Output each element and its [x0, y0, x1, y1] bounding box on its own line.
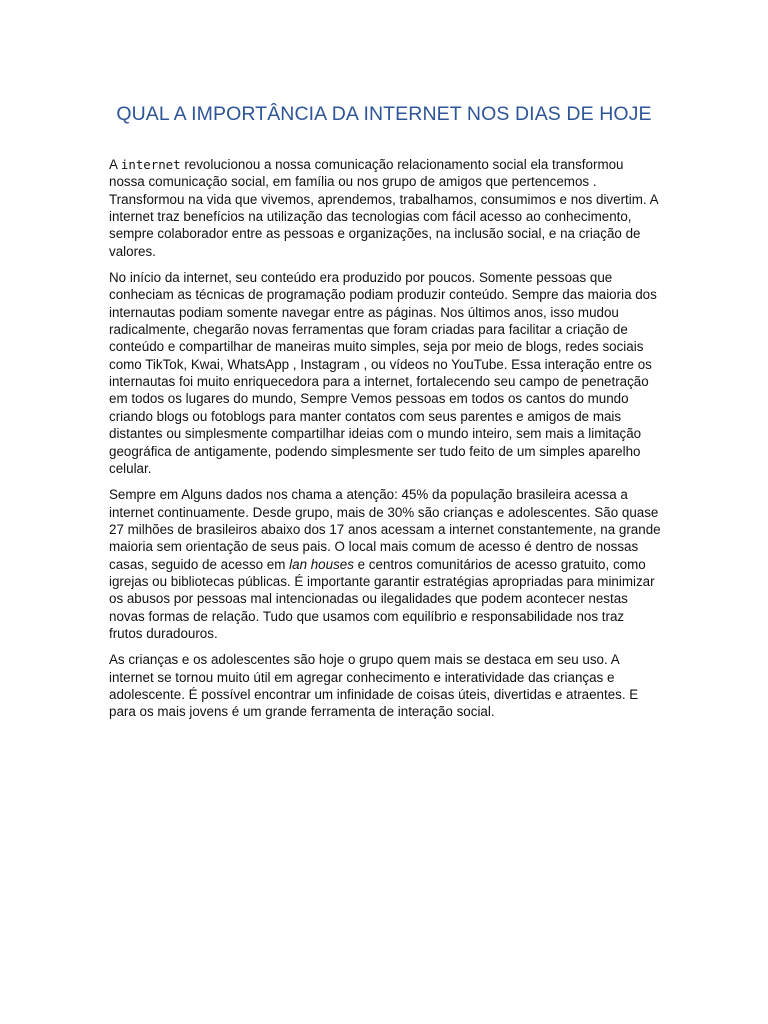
paragraph-2: No início da internet, seu conteúdo era produzido por poucos. Somente pessoas que conheciam as técnicas de programação podiam produzir conteúdo. Sempre das maioria dos internautas podiam somente navegar entre as páginas. Nos últimos anos, isso mudou radicalmente, chegarão novas ferramentas que foram criadas para facilitar a criação de conteúdo e compartilhar de maneiras muito simples, seja por meio de blogs, redes sociais como TikTok, Kwai, WhatsApp , Instagram , ou vídeos no YouTube. Essa interação entre os internautas foi muito enriquecedora para a internet, fortalecendo seu campo de penetração em todos os lugares do mundo, Sempre Vemos pessoas em todos os cantos do mundo criando blogs ou fotoblogs para manter contatos com seus parentes e amigos de mais distantes ou simplesmente compartilhar ideias com o mundo inteiro, sem mais a limitação geográfica de antigamente, podendo simplesmente ser tudo feito de um simples aparelho celular. — [109, 270, 657, 476]
paragraph-4: As crianças e os adolescentes são hoje o grupo quem mais se destaca em seu uso. A internet se tornou muito útil em agregar conhecimento e interatividade das crianças e adolescente. É possível encontrar um infinidade de coisas úteis, divertidas e atraentes. E para os mais jovens é um grande ferramenta de interação social. — [109, 652, 639, 720]
paragraph-1-lead-a: A — [109, 157, 121, 172]
document-body — [109, 156, 661, 730]
paragraph-1-lead-word: internet — [120, 157, 181, 172]
paragraph-3 — [109, 486, 661, 642]
paragraph-3-before: Sempre em Alguns dados nos chama a atenção: 45% da população brasileira acessa a internet continuamente. Desde grupo, mais de 30% são crianças e adolescentes. São quase 27 milhões de brasileiros abaixo dos 17 anos acessam a internet constantemente, na grande maioria sem orientação de seus pais. O local mais comum de acesso é dentro de nossas casas, seguido de acesso em — [109, 487, 661, 572]
document-title: QUAL A IMPORTÂNCIA DA INTERNET NOS DIAS DE HOJE — [116, 103, 652, 125]
paragraph-1-text: revolucionou a nossa comunicação relacionamento social ela transformou nossa comunicação social, em família ou nos grupo de amigos que pertencemos . Transformou na vida que vivemos, aprendemos, trabalhamos, consumimos e nos divertim. A internet traz benefícios na utilização das tecnologias com fácil acesso ao conhecimento, sempre colaborador entre as pessoas e organizações, na inclusão social, e na criação de valores. — [109, 157, 658, 259]
paragraph-1 — [109, 156, 661, 260]
paragraph-3-italic: lan houses — [289, 556, 354, 572]
paragraph-3-after: e centros comunitários de acesso gratuito, como igrejas ou bibliotecas públicas. É importante garantir estratégias apropriadas para minimizar os abusos por pessoas mal intencionadas ou ilegalidades que podem acontecer nestas novas formas de relação. Tudo que usamos com equilíbrio e responsabilidade nos traz frutos duradouros. — [109, 556, 655, 641]
